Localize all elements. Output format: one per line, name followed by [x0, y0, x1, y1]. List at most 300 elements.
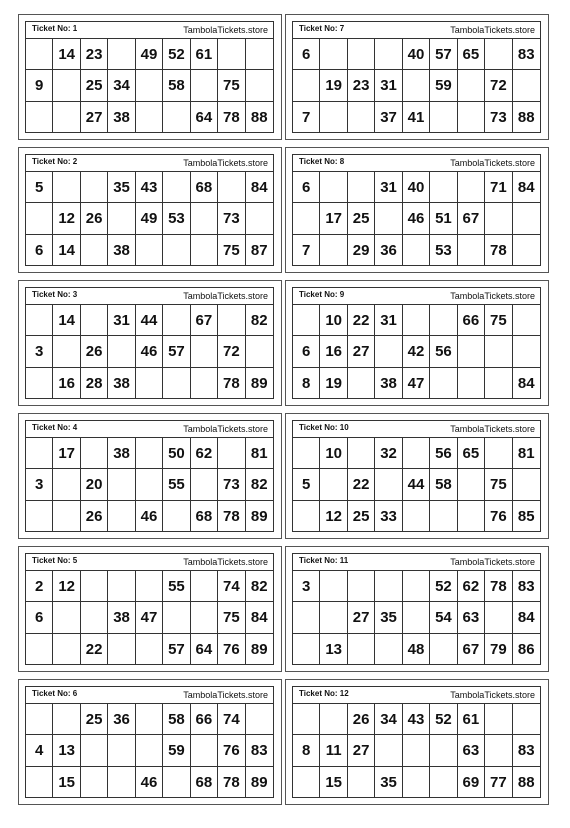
number-cell [403, 438, 430, 469]
number-cell [163, 235, 190, 266]
ticket-grid [293, 571, 540, 665]
number-cell: 34 [108, 70, 135, 101]
number-cell: 78 [218, 102, 245, 133]
number-cell: 13 [53, 735, 80, 766]
number-cell [53, 102, 80, 133]
number-cell: 84 [517, 374, 535, 392]
ticket-grid [26, 305, 273, 399]
number-cell: 81 [246, 438, 273, 469]
ticket-header [26, 554, 273, 571]
number-cell: 4 [26, 735, 53, 766]
ticket-number-label: Ticket No: 9 [299, 290, 345, 299]
number-cell [513, 203, 540, 234]
number-cell [218, 39, 245, 70]
number-cell [136, 704, 163, 735]
number-cell [458, 70, 485, 101]
number-cell: 72 [218, 336, 245, 367]
number-cell [293, 70, 320, 101]
number-cell: 85 [517, 507, 535, 525]
number-cell: 12 [53, 571, 80, 602]
number-cell [375, 336, 402, 367]
number-cell: 78 [218, 368, 245, 399]
number-cell [375, 571, 402, 602]
number-cell: 75 [485, 469, 512, 500]
number-cell: 66 [191, 704, 218, 735]
number-cell [320, 172, 347, 203]
number-cell [81, 172, 108, 203]
number-cell: 27 [348, 735, 375, 766]
number-cell [53, 704, 80, 735]
number-cell [26, 634, 53, 665]
ticket-frame [292, 553, 541, 665]
number-cell [81, 438, 108, 469]
ticket-header [293, 155, 540, 172]
number-cell [26, 102, 53, 133]
number-cell: 78 [218, 767, 245, 798]
ticket-card [285, 546, 549, 672]
number-cell [218, 305, 245, 336]
number-cell [375, 39, 402, 70]
number-cell: 8 [293, 735, 320, 766]
ticket-number-label: Ticket No: 7 [299, 24, 345, 33]
number-cell [403, 501, 430, 532]
number-cell: 13 [320, 634, 347, 665]
number-cell [320, 469, 347, 500]
number-cell: 26 [81, 203, 108, 234]
number-cell [403, 70, 430, 101]
number-cell: 69 [458, 767, 485, 798]
number-cell [136, 235, 163, 266]
number-cell: 76 [218, 634, 245, 665]
number-cell: 83 [513, 39, 540, 70]
number-cell: 48 [403, 634, 430, 665]
ticket-header [26, 288, 273, 305]
number-cell [430, 102, 457, 133]
number-cell: 32 [375, 438, 402, 469]
number-cell [403, 235, 430, 266]
number-cell [191, 602, 218, 633]
ticket-card [285, 679, 549, 805]
number-cell [348, 571, 375, 602]
number-cell: 67 [458, 203, 485, 234]
ticket-frame [292, 154, 541, 266]
number-cell: 14 [53, 305, 80, 336]
number-cell: 36 [375, 235, 402, 266]
number-cell [348, 634, 375, 665]
number-cell [293, 305, 320, 336]
number-cell [53, 469, 80, 500]
ticket-frame [292, 420, 541, 532]
ticket-header [26, 155, 273, 172]
number-cell [26, 767, 53, 798]
number-cell [26, 704, 53, 735]
number-cell [136, 70, 163, 101]
ticket-grid [293, 704, 540, 798]
ticket-frame [292, 21, 541, 133]
number-cell [191, 336, 218, 367]
number-cell: 58 [163, 704, 190, 735]
number-cell: 16 [320, 336, 347, 367]
number-cell: 82 [246, 469, 273, 500]
ticket-card [18, 14, 282, 140]
ticket-frame [25, 553, 274, 665]
number-cell: 73 [485, 102, 512, 133]
number-cell: 74 [218, 704, 245, 735]
number-cell: 43 [403, 704, 430, 735]
number-cell: 54 [430, 602, 457, 633]
number-cell [430, 735, 457, 766]
ticket-header [293, 288, 540, 305]
ticket-card [285, 280, 549, 406]
number-cell [191, 571, 218, 602]
number-cell [293, 767, 320, 798]
number-cell [430, 767, 457, 798]
number-cell: 76 [218, 735, 245, 766]
number-cell: 19 [320, 368, 347, 399]
ticket-card [285, 413, 549, 539]
number-cell [246, 336, 273, 367]
number-cell [108, 634, 135, 665]
number-cell: 33 [375, 501, 402, 532]
number-cell: 43 [136, 172, 163, 203]
number-cell [320, 602, 347, 633]
number-cell [485, 735, 512, 766]
ticket-number-label: Ticket No: 3 [32, 290, 78, 299]
number-cell: 68 [191, 767, 218, 798]
number-cell: 3 [293, 571, 320, 602]
number-cell [163, 305, 190, 336]
number-cell [430, 172, 457, 203]
number-cell: 14 [53, 235, 80, 266]
number-cell: 11 [320, 735, 347, 766]
ticket-number-label: Ticket No: 8 [299, 157, 345, 166]
number-cell: 57 [430, 39, 457, 70]
ticket-card [285, 147, 549, 273]
number-cell: 15 [320, 767, 347, 798]
site-name-label: TambolaTickets.store [183, 291, 268, 301]
number-cell [26, 501, 53, 532]
ticket-frame [25, 287, 274, 399]
ticket-card [18, 546, 282, 672]
number-cell: 75 [218, 602, 245, 633]
number-cell: 88 [517, 108, 535, 126]
ticket-card [18, 679, 282, 805]
number-cell: 76 [485, 501, 512, 532]
number-cell: 22 [348, 305, 375, 336]
number-cell: 89 [250, 507, 268, 525]
number-cell [485, 203, 512, 234]
ticket-number-label: Ticket No: 2 [32, 157, 78, 166]
ticket-grid [293, 172, 540, 266]
ticket-grid [26, 39, 273, 133]
number-cell [293, 501, 320, 532]
number-cell: 26 [81, 501, 108, 532]
number-cell: 68 [191, 172, 218, 203]
ticket-header [293, 421, 540, 438]
number-cell: 47 [136, 602, 163, 633]
ticket-card [18, 280, 282, 406]
number-cell [458, 469, 485, 500]
number-cell: 61 [191, 39, 218, 70]
number-cell: 49 [136, 203, 163, 234]
number-cell: 29 [348, 235, 375, 266]
number-cell [293, 634, 320, 665]
number-cell: 25 [81, 70, 108, 101]
number-cell [513, 70, 540, 101]
number-cell: 65 [458, 39, 485, 70]
number-cell [26, 438, 53, 469]
number-cell [108, 336, 135, 367]
site-name-label: TambolaTickets.store [450, 25, 535, 35]
number-cell [163, 501, 190, 532]
number-cell: 89 [250, 773, 268, 791]
number-cell: 78 [218, 501, 245, 532]
number-cell: 14 [53, 39, 80, 70]
number-cell: 2 [26, 571, 53, 602]
number-cell: 83 [513, 571, 540, 602]
number-cell: 47 [403, 368, 430, 399]
number-cell: 10 [320, 305, 347, 336]
number-cell: 46 [136, 767, 163, 798]
number-cell: 15 [53, 767, 80, 798]
number-cell [458, 102, 485, 133]
number-cell [53, 634, 80, 665]
number-cell: 38 [108, 235, 135, 266]
number-cell [108, 501, 135, 532]
number-cell: 46 [136, 336, 163, 367]
number-cell [246, 704, 273, 735]
number-cell [348, 767, 375, 798]
ticket-header [293, 554, 540, 571]
ticket-frame [292, 686, 541, 798]
number-cell: 64 [191, 102, 218, 133]
ticket-header [293, 687, 540, 704]
number-cell [108, 203, 135, 234]
ticket-number-label: Ticket No: 6 [32, 689, 78, 698]
number-cell [430, 501, 457, 532]
number-cell: 22 [348, 469, 375, 500]
site-name-label: TambolaTickets.store [183, 424, 268, 434]
number-cell [348, 102, 375, 133]
number-cell: 84 [513, 172, 540, 203]
ticket-number-label: Ticket No: 1 [32, 24, 78, 33]
number-cell [485, 39, 512, 70]
number-cell: 67 [191, 305, 218, 336]
number-cell [320, 235, 347, 266]
number-cell [163, 767, 190, 798]
number-cell: 6 [293, 336, 320, 367]
number-cell: 41 [403, 102, 430, 133]
number-cell [430, 634, 457, 665]
number-cell [81, 767, 108, 798]
number-cell [375, 634, 402, 665]
number-cell: 6 [26, 235, 53, 266]
number-cell: 67 [458, 634, 485, 665]
number-cell: 55 [163, 571, 190, 602]
number-cell [26, 203, 53, 234]
number-cell: 58 [430, 469, 457, 500]
number-cell [81, 571, 108, 602]
number-cell: 44 [403, 469, 430, 500]
site-name-label: TambolaTickets.store [183, 557, 268, 567]
ticket-card [18, 413, 282, 539]
number-cell: 6 [26, 602, 53, 633]
ticket-header [26, 421, 273, 438]
number-cell: 25 [348, 203, 375, 234]
number-cell [485, 704, 512, 735]
number-cell: 49 [136, 39, 163, 70]
number-cell [513, 235, 540, 266]
number-cell: 63 [458, 735, 485, 766]
number-cell: 7 [293, 102, 320, 133]
number-cell: 8 [293, 368, 320, 399]
number-cell: 31 [375, 305, 402, 336]
number-cell [81, 735, 108, 766]
number-cell: 25 [348, 501, 375, 532]
number-cell: 73 [218, 203, 245, 234]
number-cell: 89 [250, 640, 268, 658]
number-cell [513, 704, 540, 735]
number-cell: 40 [403, 39, 430, 70]
number-cell: 20 [81, 469, 108, 500]
number-cell: 58 [163, 70, 190, 101]
number-cell: 46 [403, 203, 430, 234]
number-cell: 71 [485, 172, 512, 203]
number-cell: 35 [375, 602, 402, 633]
number-cell: 42 [403, 336, 430, 367]
number-cell: 59 [163, 735, 190, 766]
ticket-number-label: Ticket No: 4 [32, 423, 78, 432]
number-cell: 87 [250, 241, 268, 259]
number-cell: 53 [430, 235, 457, 266]
number-cell [513, 305, 540, 336]
number-cell: 38 [108, 602, 135, 633]
number-cell [293, 704, 320, 735]
number-cell: 35 [108, 172, 135, 203]
ticket-header [26, 22, 273, 39]
number-cell: 36 [108, 704, 135, 735]
number-cell [348, 39, 375, 70]
number-cell: 27 [81, 102, 108, 133]
number-cell: 17 [53, 438, 80, 469]
number-cell: 78 [485, 571, 512, 602]
number-cell: 75 [218, 70, 245, 101]
ticket-grid [293, 305, 540, 399]
number-cell: 9 [26, 70, 53, 101]
number-cell: 19 [320, 70, 347, 101]
number-cell [458, 235, 485, 266]
number-cell [458, 172, 485, 203]
number-cell: 88 [250, 108, 268, 126]
number-cell [513, 336, 540, 367]
number-cell [163, 368, 190, 399]
number-cell [403, 602, 430, 633]
ticket-grid [26, 704, 273, 798]
number-cell: 44 [136, 305, 163, 336]
number-cell: 84 [246, 602, 273, 633]
number-cell: 77 [485, 767, 512, 798]
number-cell [191, 235, 218, 266]
number-cell: 82 [246, 305, 273, 336]
number-cell [293, 203, 320, 234]
number-cell [485, 602, 512, 633]
site-name-label: TambolaTickets.store [450, 424, 535, 434]
number-cell: 16 [53, 368, 80, 399]
site-name-label: TambolaTickets.store [450, 557, 535, 567]
number-cell [136, 438, 163, 469]
number-cell: 82 [246, 571, 273, 602]
number-cell [136, 102, 163, 133]
number-cell: 52 [430, 571, 457, 602]
ticket-grid [26, 571, 273, 665]
number-cell: 61 [458, 704, 485, 735]
number-cell: 31 [375, 70, 402, 101]
number-cell: 38 [375, 368, 402, 399]
number-cell [403, 305, 430, 336]
ticket-frame [25, 420, 274, 532]
number-cell: 17 [320, 203, 347, 234]
site-name-label: TambolaTickets.store [183, 25, 268, 35]
number-cell: 84 [513, 602, 540, 633]
ticket-grid [26, 438, 273, 532]
number-cell: 59 [430, 70, 457, 101]
number-cell [375, 469, 402, 500]
ticket-number-label: Ticket No: 5 [32, 556, 78, 565]
number-cell: 57 [163, 336, 190, 367]
number-cell: 81 [513, 438, 540, 469]
number-cell: 64 [191, 634, 218, 665]
number-cell: 55 [163, 469, 190, 500]
number-cell: 52 [163, 39, 190, 70]
number-cell: 75 [218, 235, 245, 266]
number-cell: 38 [108, 102, 135, 133]
number-cell [136, 735, 163, 766]
number-cell [246, 70, 273, 101]
number-cell: 38 [108, 438, 135, 469]
number-cell: 7 [293, 235, 320, 266]
ticket-frame [25, 154, 274, 266]
number-cell: 27 [348, 602, 375, 633]
number-cell [163, 602, 190, 633]
number-cell [163, 102, 190, 133]
number-cell [403, 571, 430, 602]
number-cell [348, 438, 375, 469]
number-cell [136, 571, 163, 602]
number-cell [430, 368, 457, 399]
number-cell [191, 735, 218, 766]
number-cell: 46 [136, 501, 163, 532]
number-cell [218, 172, 245, 203]
site-name-label: TambolaTickets.store [450, 291, 535, 301]
number-cell: 65 [458, 438, 485, 469]
number-cell: 23 [81, 39, 108, 70]
number-cell [53, 336, 80, 367]
number-cell: 62 [191, 438, 218, 469]
number-cell [26, 39, 53, 70]
number-cell: 73 [218, 469, 245, 500]
number-cell: 5 [293, 469, 320, 500]
number-cell: 83 [246, 735, 273, 766]
ticket-card [18, 147, 282, 273]
number-cell [293, 438, 320, 469]
number-cell: 28 [81, 368, 108, 399]
number-cell: 52 [430, 704, 457, 735]
number-cell [108, 767, 135, 798]
number-cell [403, 735, 430, 766]
number-cell [53, 70, 80, 101]
number-cell: 5 [26, 172, 53, 203]
number-cell: 25 [81, 704, 108, 735]
